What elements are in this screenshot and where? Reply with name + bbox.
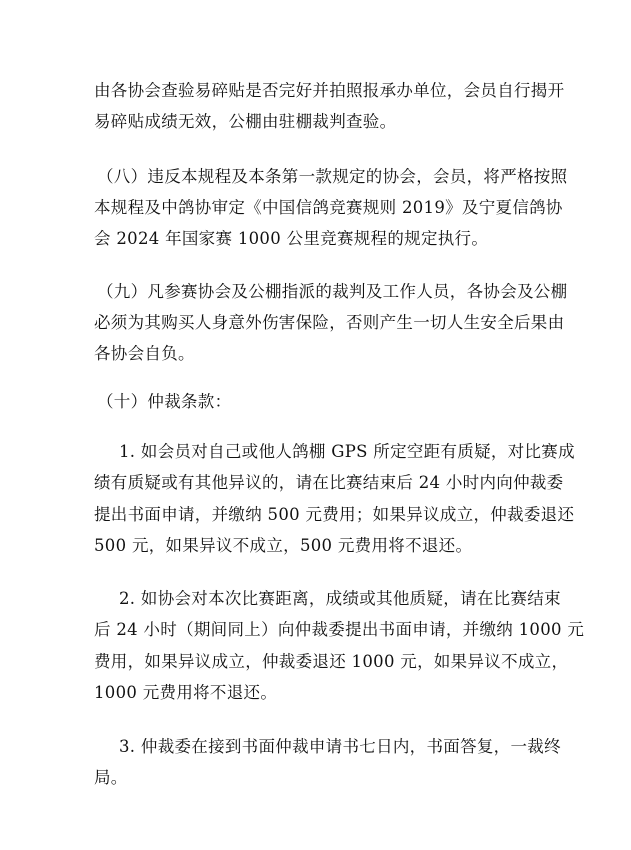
paragraph-line: 由各协会查验易碎贴是否完好并拍照报承办单位，会员自行揭开 (94, 81, 565, 100)
paragraph-line: 1000 元费用将不退还。 (94, 683, 278, 702)
paragraph-line: 必须为其购买人身意外伤害保险，否则产生一切人生安全后果由 (94, 313, 565, 332)
paragraph-line: 后 24 小时（期间同上）向仲裁委提出书面申请，并缴纳 1000 元 (94, 620, 585, 639)
section-heading: （十）仲裁条款： (97, 392, 232, 411)
paragraph-line: 费用，如果异议成立，仲裁委退还 1000 元，如果异议不成立， (94, 652, 569, 671)
paragraph-line: 提出书面申请，并缴纳 500 元费用；如果异议成立，仲裁委退还 (94, 505, 575, 524)
paragraph-line: 3. 仲裁委在接到书面仲裁申请书七日内，书面答复，一裁终 (119, 737, 561, 756)
paragraph-line: 2. 如协会对本次比赛距离，成绩或其他质疑，请在比赛结束 (119, 589, 561, 608)
paragraph-line: （八）违反本规程及本条第一款规定的协会，会员，将严格按照 (97, 167, 568, 186)
paragraph-line: 绩有质疑或有其他异议的，请在比赛结束后 24 小时内向仲裁委 (94, 473, 564, 492)
paragraph-line: （九）凡参赛协会及公棚指派的裁判及工作人员，各协会及公棚 (97, 282, 568, 301)
paragraph-line: 会 2024 年国家赛 1000 公里竞赛规程的规定执行。 (94, 229, 489, 248)
paragraph-line: 1. 如会员对自己或他人鸽棚 GPS 所定空距有质疑，对比赛成 (119, 442, 575, 461)
paragraph-line: 各协会自负。 (94, 344, 195, 363)
paragraph-line: 易碎贴成绩无效，公棚由驻棚裁判查验。 (94, 112, 397, 131)
paragraph-line: 本规程及中鸽协审定《中国信鸽竞赛规则 2019》及宁夏信鸽协 (94, 198, 563, 217)
paragraph-line: 500 元，如果异议不成立，500 元费用将不退还。 (94, 536, 473, 555)
paragraph-line: 局。 (94, 768, 128, 787)
